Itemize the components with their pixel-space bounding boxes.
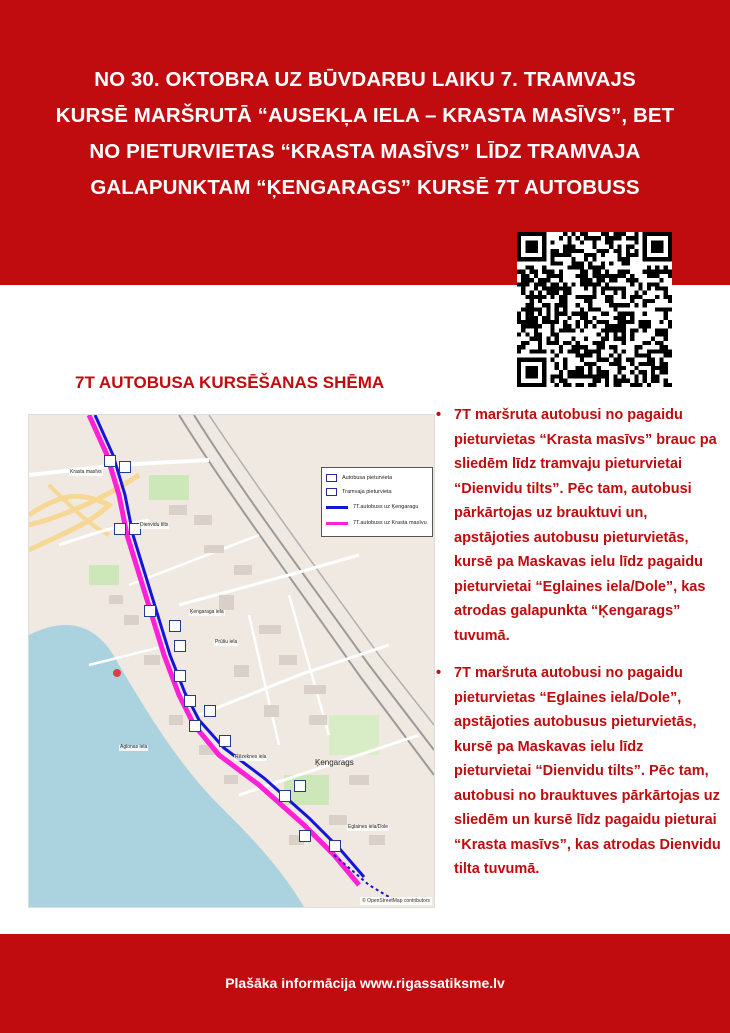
blue-line-icon <box>326 506 348 509</box>
stop-label-krasta-masivs: Krasta masīvs <box>70 469 102 475</box>
stop-marker <box>329 840 341 852</box>
stop-label-rezeknes-iela: Rēzeknes iela <box>235 754 267 760</box>
stop-marker <box>219 735 231 747</box>
legend-row-tram <box>326 488 392 496</box>
stop-label-prulu-iela: Prūšu iela <box>215 639 238 645</box>
stop-label-kengaraga-iela: Ķengaraga iela <box>190 609 224 615</box>
stop-marker <box>119 461 131 473</box>
stop-marker <box>169 620 181 632</box>
street <box>249 615 279 745</box>
stop-marker <box>299 830 311 842</box>
legend-row-krasta <box>326 520 427 526</box>
legend-to-kengarags-label: 7T.autobuss uz Ķengaragu <box>353 504 419 510</box>
stop-marker <box>174 640 186 652</box>
headline-line-3: NO PIETURVIETAS “KRASTA MASĪVS” LĪDZ TRAMVAJA <box>89 140 641 163</box>
park-area <box>329 715 379 755</box>
legend-row-kengarags <box>326 504 418 510</box>
stop-marker <box>184 695 196 707</box>
map-attribution: © OpenStreetMap contributors <box>362 898 430 904</box>
headline <box>40 62 690 206</box>
magenta-line-icon <box>326 522 348 525</box>
stop-marker <box>294 780 306 792</box>
legend-row-bus <box>326 474 392 482</box>
bullet-item: • 7T maršruta autobusi no pagaidu pieturvietas “Eglaines iela/Dole”, apstājoties autobusus pieturvietās, kursē pa Maskavas ielu līdz pieturvietai “Dienvidu tilts”. Pēc tam, autobusi no brauktuves pārkārtojas uz sliedēm un kursē līdz pagaidu pieturai “Krasta masīvs”, kas atrodas Dienvidu tilta tuvumā. <box>436 661 721 882</box>
park-area <box>149 475 189 500</box>
bullet-item: • 7T maršruta autobusi no pagaidu pieturvietas “Krasta masīvs” brauc pa sliedēm līdz tramvaju pieturvietai “Dienvidu tilts”. Pēc tam, autobusi pārkārtojas uz brauktuvi un, apstājoties autobusu pieturvietās, kursē pa Maskavas ielu līdz pagaidu pieturvietai “Eglaines iela/Dole”, kas atrodas galapunkta “Ķengarags” tuvumā. <box>436 403 721 648</box>
district-label-kengarags: Ķengarags <box>315 758 354 767</box>
stop-label-dienvidu-tilts: Dienvidu tilts <box>140 522 169 528</box>
legend-bus-stop-label: Autobusa pieturvieta <box>342 475 393 481</box>
stop-marker <box>279 790 291 802</box>
stop-marker <box>189 720 201 732</box>
stop-label-eglaines-iela: Eglaines iela/Dole <box>348 824 389 830</box>
stop-marker <box>144 605 156 617</box>
stop-marker <box>114 523 126 535</box>
street <box>129 535 259 585</box>
stop-marker <box>204 705 216 717</box>
headline-line-4: GALAPUNKTAM “ĶENGARAGS” KURSĒ 7T AUTOBUSS <box>90 176 640 199</box>
street <box>179 555 359 605</box>
poi-marker <box>113 669 121 677</box>
legend-tram-stop-label: Tramvaja pieturvieta <box>342 489 392 495</box>
stop-label-aglonas-iela: Aglonas iela <box>120 744 148 750</box>
route-map <box>28 414 435 908</box>
info-bullets <box>436 403 721 882</box>
qr-code <box>517 232 672 387</box>
map-legend <box>321 467 433 537</box>
headline-line-1: NO 30. OKTOBRA UZ BŪVDARBU LAIKU 7. TRAMVAJS <box>94 68 636 91</box>
bus-stop-icon <box>326 474 337 482</box>
stop-marker <box>104 455 116 467</box>
footer-link[interactable]: Plašāka informācija www.rigassatiksme.lv <box>225 975 505 991</box>
railway <box>194 415 434 750</box>
tram-stop-icon <box>326 488 337 496</box>
stop-marker <box>174 670 186 682</box>
scheme-title: 7T AUTOBUSA KURSĒŠANAS SHĒMA <box>75 373 385 392</box>
legend-to-krasta-label: 7T.autobuss uz Krasta masīvu <box>353 520 427 526</box>
headline-line-2: KURSĒ MARŠRUTĀ “AUSEKĻA IELA – KRASTA MASĪVS”, BET <box>55 104 675 127</box>
route-extension-dashed <box>334 855 394 900</box>
park-area <box>89 565 119 585</box>
